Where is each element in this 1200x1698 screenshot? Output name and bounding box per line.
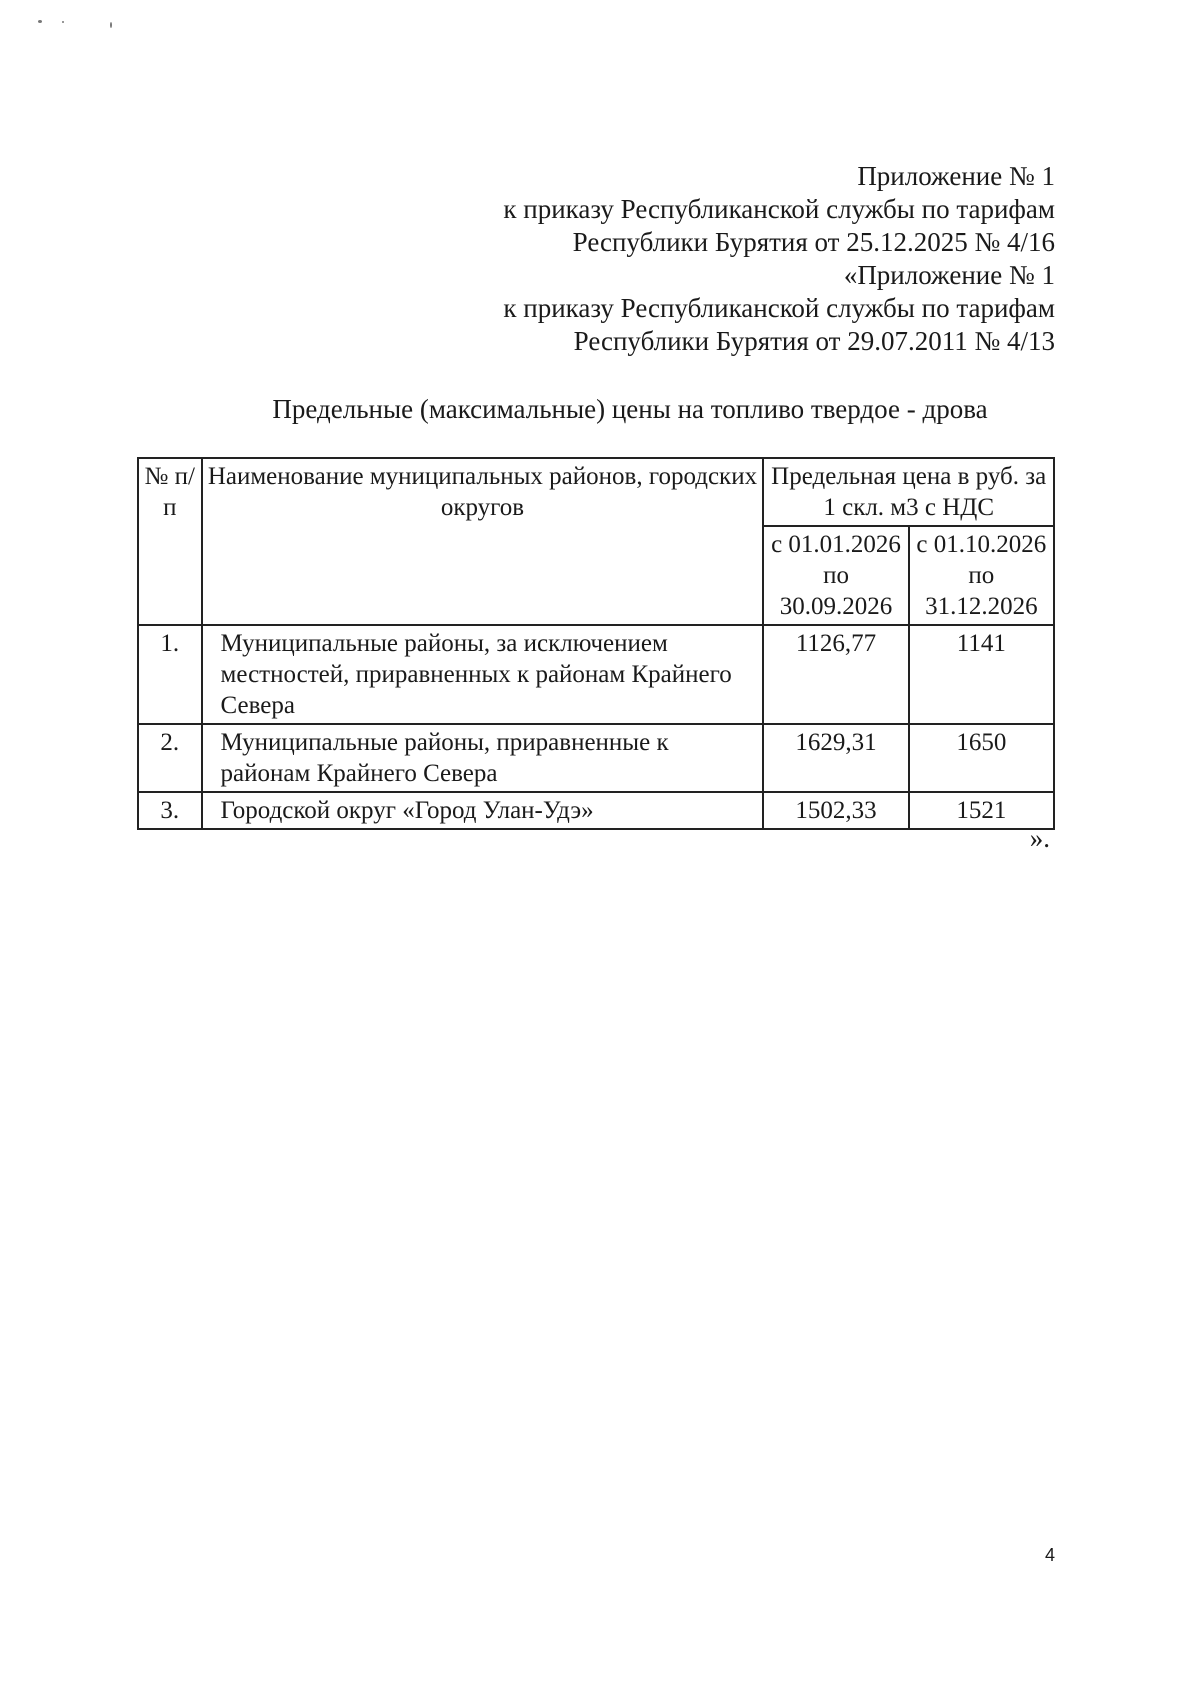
row-price-period-1: 1126,77 xyxy=(763,625,908,724)
header-line: к приказу Республиканской службы по тарифам xyxy=(503,194,1055,224)
period-1-start: с 01.01.2026 xyxy=(771,531,901,558)
table-row xyxy=(138,625,1054,724)
header-line: «Приложение № 1 xyxy=(843,260,1055,290)
period-1-separator: по xyxy=(823,562,849,589)
scan-speck xyxy=(38,20,42,23)
row-name: Городской округ «Город Улан-Удэ» xyxy=(202,792,764,829)
scan-speck xyxy=(110,22,112,28)
period-1-end: 30.09.2026 xyxy=(779,593,893,620)
scan-speck xyxy=(62,21,64,23)
row-price-period-2: 1650 xyxy=(909,724,1054,792)
row-name: Муниципальные районы, за исключением местностей, приравненных к районам Крайнего Севера xyxy=(202,625,764,724)
header-name-cell: Наименование муниципальных районов, городских округов xyxy=(202,458,764,625)
header-line: Приложение № 1 xyxy=(857,161,1055,191)
closing-quote-mark: ». xyxy=(1029,823,1050,853)
row-number: 3. xyxy=(138,792,202,829)
period-2-separator: по xyxy=(968,562,995,589)
row-price-period-2: 1521 xyxy=(909,792,1054,829)
table-row xyxy=(138,724,1054,792)
row-number: 2. xyxy=(138,724,202,792)
row-number: 1. xyxy=(138,625,202,724)
page-number: 4 xyxy=(1044,1545,1055,1565)
header-line: Республики Бурятия от 29.07.2011 № 4/13 xyxy=(573,326,1055,356)
row-price-period-1: 1502,33 xyxy=(763,792,908,829)
row-price-period-1: 1629,31 xyxy=(763,724,908,792)
header-line: Республики Бурятия от 25.12.2025 № 4/16 xyxy=(572,227,1055,257)
row-price-period-2: 1141 xyxy=(909,625,1054,724)
table-header-row xyxy=(138,458,1054,526)
table-row xyxy=(138,792,1054,829)
document-title: Предельные (максимальные) цены на топливо твердое - дрова xyxy=(272,394,988,424)
period-2-end: 31.12.2026 xyxy=(925,593,1038,620)
price-table xyxy=(137,457,1055,830)
header-period-1 xyxy=(763,526,908,625)
header-price-cell: Предельная цена в руб. за 1 скл. м3 с НДС xyxy=(763,458,1054,526)
header-line: к приказу Республиканской службы по тарифам xyxy=(503,293,1055,323)
period-2-start: с 01.10.2026 xyxy=(916,531,1047,558)
appendix-header xyxy=(503,160,1055,358)
header-period-2 xyxy=(909,526,1054,625)
header-number-cell: № п/п xyxy=(138,458,202,625)
row-name: Муниципальные районы, приравненные к районам Крайнего Севера xyxy=(202,724,764,792)
